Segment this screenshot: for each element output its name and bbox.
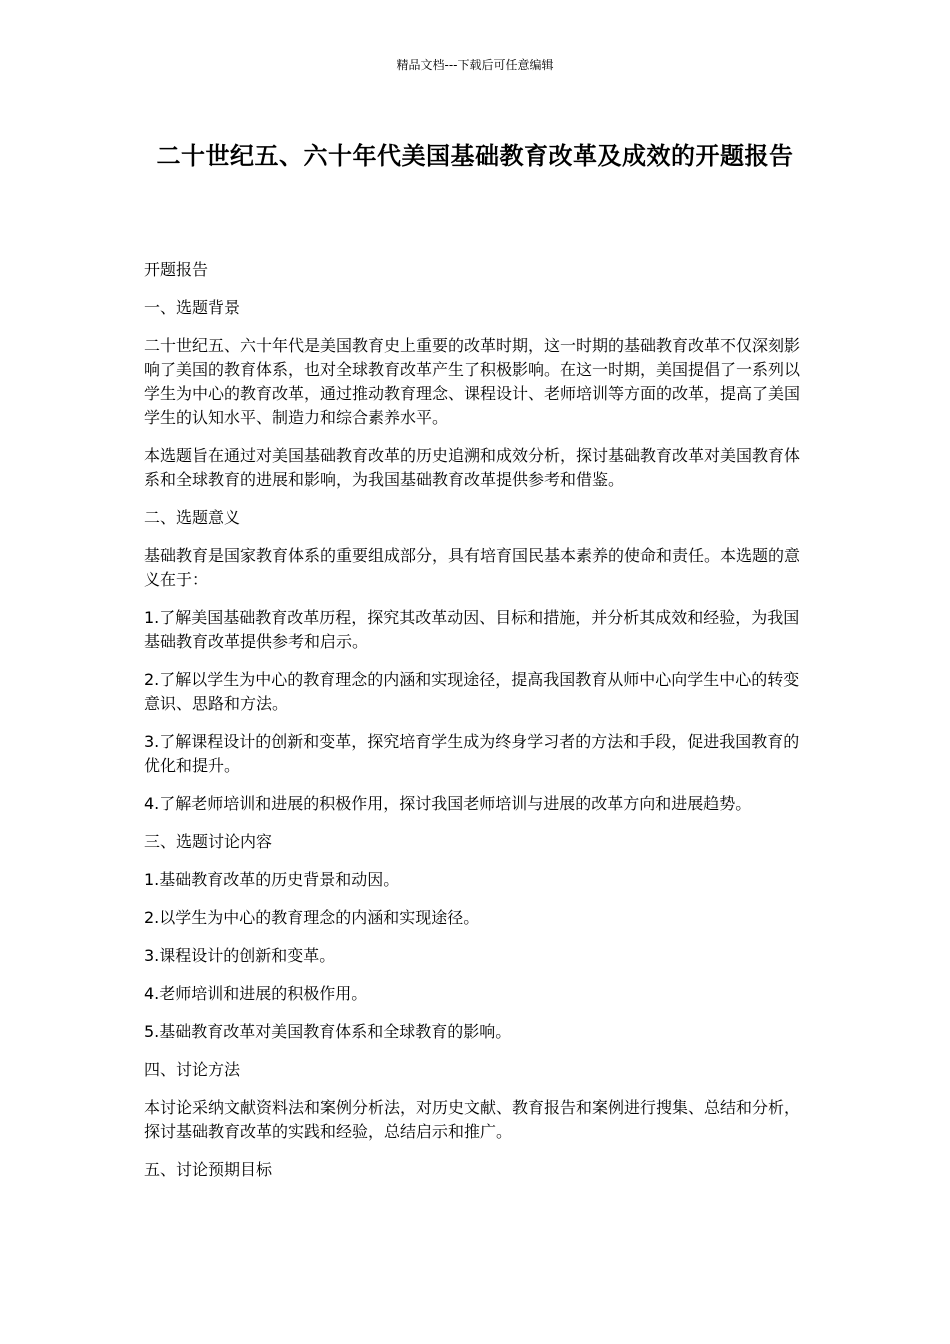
header-note: 精品文档---下载后可任意编辑 <box>396 58 554 72</box>
section-heading-3: 三、选题讨论内容 <box>144 832 273 851</box>
section-heading-4: 四、讨论方法 <box>144 1060 241 1079</box>
body-paragraph: 本选题旨在通过对美国基础教育改革的历史追溯和成效分析，探讨基础教育改革对美国教育体系和全球教育的进展和影响，为我国基础教育改革提供参考和借鉴。 <box>144 446 801 489</box>
list-item: 1.基础教育改革的历史背景和动因。 <box>144 870 400 889</box>
list-item: 3.课程设计的创新和变革。 <box>144 946 336 965</box>
list-item: 2.了解以学生为中心的教育理念的内涵和实现途径，提高我国教育从师中心向学生中心的转变意识、思路和方法。 <box>144 670 800 713</box>
section-label: 开题报告 <box>144 260 209 279</box>
body-paragraph: 基础教育是国家教育体系的重要组成部分，具有培育国民基本素养的使命和责任。本选题的意义在于： <box>144 546 801 589</box>
list-item: 4.了解老师培训和进展的积极作用，探讨我国老师培训与进展的改革方向和进展趋势。 <box>144 794 752 813</box>
section-heading-5: 五、讨论预期目标 <box>144 1160 273 1179</box>
section-heading-2: 二、选题意义 <box>144 508 241 527</box>
list-item: 3.了解课程设计的创新和变革，探究培育学生成为终身学习者的方法和手段，促进我国教育的优化和提升。 <box>144 732 800 775</box>
section-heading-1: 一、选题背景 <box>144 298 241 317</box>
body-paragraph: 本讨论采纳文献资料法和案例分析法，对历史文献、教育报告和案例进行搜集、总结和分析，探讨基础教育改革的实践和经验，总结启示和推广。 <box>144 1098 801 1141</box>
list-item: 4.老师培训和进展的积极作用。 <box>144 984 368 1003</box>
list-item: 1.了解美国基础教育改革历程，探究其改革动因、目标和措施，并分析其成效和经验，为我国基础教育改革提供参考和启示。 <box>144 608 800 651</box>
list-item: 2.以学生为中心的教育理念的内涵和实现途径。 <box>144 908 480 927</box>
body-paragraph: 二十世纪五、六十年代是美国教育史上重要的改革时期，这一时期的基础教育改革不仅深刻影响了美国的教育体系，也对全球教育改革产生了积极影响。在这一时期，美国提倡了一系列以学生为中心的教育改革，通过推动教育理念、课程设计、老师培训等方面的改革，提高了美国学生的认知水平、制造力和综合素养水平。 <box>144 336 801 427</box>
document-body <box>144 258 806 1196</box>
list-item: 5.基础教育改革对美国教育体系和全球教育的影响。 <box>144 1022 512 1041</box>
document-title: 二十世纪五、六十年代美国基础教育改革及成效的开题报告 <box>156 142 794 170</box>
